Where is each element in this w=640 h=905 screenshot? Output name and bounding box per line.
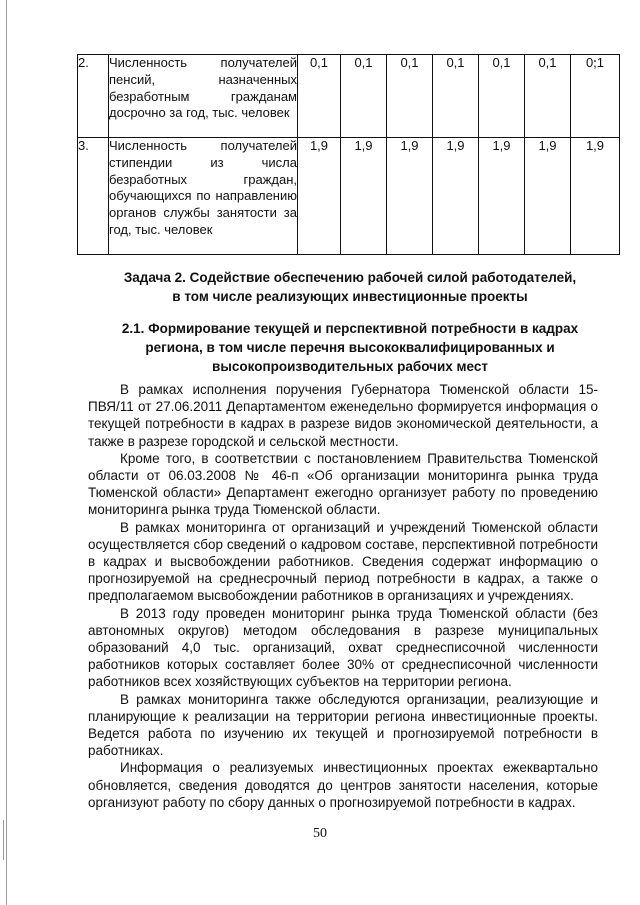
table-row <box>78 138 620 255</box>
row-value: 1,9 <box>433 138 479 255</box>
subsection-heading-line: высокопроизводительных рабочих мест <box>212 359 488 374</box>
row-value: 1,9 <box>387 138 433 255</box>
row-value: 0,1 <box>298 55 341 138</box>
task-heading <box>70 268 630 306</box>
row-value: 1,9 <box>298 138 341 255</box>
paragraph: В 2013 году проведен мониторинг рынка труда Тюменской области (без автономных округов) методом обследования в разрезе муниципальных образований 4,0 тыс. организаций, охват среднесписочной численности работников которых составляет более 30% от среднесписочной численности работников всех хозяйствующих субъектов на территории региона. <box>88 605 598 690</box>
row-value: 0,1 <box>525 55 571 138</box>
task-heading-line: Задача 2. Содействие обеспечению рабочей силой работодателей, <box>123 270 577 285</box>
paragraph: В рамках исполнения поручения Губернатора Тюменской области 15-ПВЯ/11 от 27.06.2011 Департаментом еженедельно формируется информация о текущей потребности в кадрах в разрезе видов экономической деятельности, а также в разрезе городской и сельской местности. <box>88 382 598 449</box>
row-value: 0,1 <box>387 55 433 138</box>
row-number: 2. <box>78 55 109 138</box>
indicators-table <box>77 54 620 255</box>
row-value: 0,1 <box>433 55 479 138</box>
paragraph: Информация о реализуемых инвестиционных проектах ежеквартально обновляется, сведения доводятся до центров занятости населения, которые организуют работу по сбору данных о прогнозируемой потребности в кадрах. <box>88 760 598 810</box>
row-value: 0,1 <box>479 55 525 138</box>
paragraph: Кроме того, в соответствии с постановлением Правительства Тюменской области от 06.03.2008 № 46-п «Об организации мониторинга рынка труда Тюменской области» Департамент ежегодно организует работу по проведению мониторинга рынка труда Тюменской области. <box>88 450 598 518</box>
row-value: 0,1 <box>571 55 620 138</box>
table-row <box>78 55 620 138</box>
row-value: 1,9 <box>479 138 525 255</box>
row-value: 0,1 <box>341 55 387 138</box>
row-value: 1,9 <box>571 138 620 255</box>
subsection-heading <box>70 319 630 376</box>
row-value: 1,9 <box>341 138 387 255</box>
paragraph: В рамках мониторинга также обследуются организации, реализующие и планирующие к реализации на территории региона инвестиционные проекты. Ведется работа по изучению их текущей и прогнозируемой потребности в работниках. <box>88 691 598 759</box>
subsection-heading-line: 2.1. Формирование текущей и перспективной потребности в кадрах <box>121 321 579 336</box>
task-heading-line: в том числе реализующих инвестиционные проекты <box>172 289 528 304</box>
row-indicator-name: Численность получателей стипендии из числа безработных граждан, обучающихся по направлению органов службы занятости за год, тыс. человек <box>109 138 298 255</box>
paragraph: В рамках мониторинга от организаций и учреждений Тюменской области осуществляется сбор сведений о кадровом составе, перспективной потребности в кадрах и высвобождении работников. Сведения содержат информацию о прогнозируемой на среднесрочный период потребности в кадрах, а также о предполагаемом высвобождении работников в организациях и учреждениях. <box>88 519 598 604</box>
body-text <box>88 381 598 811</box>
page-number: 50 <box>313 826 327 841</box>
row-number: 3. <box>78 138 109 255</box>
row-indicator-name: Численность получателей пенсий, назначенных безработным гражданам досрочно за год, тыс. человек <box>109 55 298 138</box>
subsection-heading-line: региона, в том числе перечня высококвалифицированных и <box>145 340 555 355</box>
scan-edge-line <box>6 0 7 905</box>
row-value: 1,9 <box>525 138 571 255</box>
